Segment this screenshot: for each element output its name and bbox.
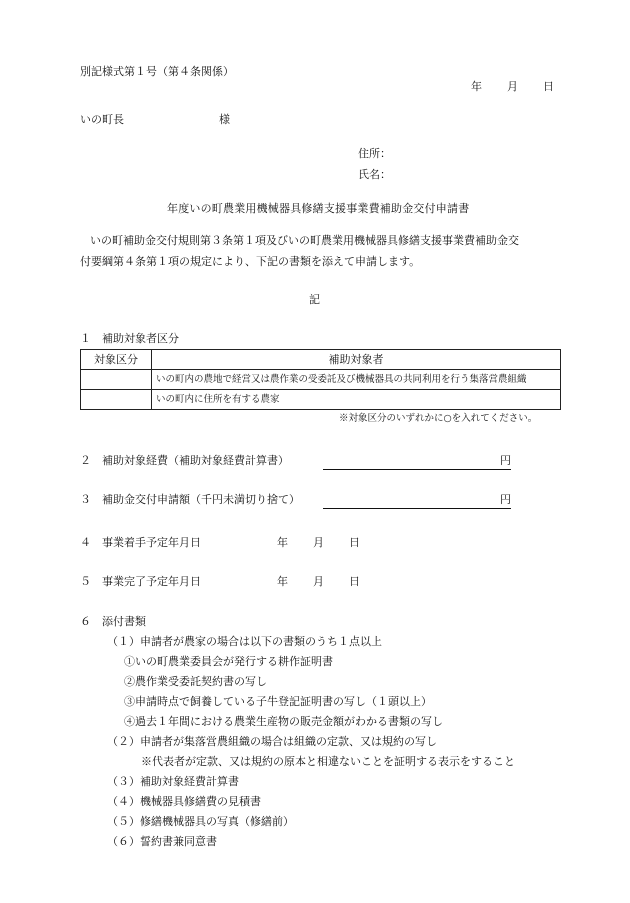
form-number: 別記様式第１号（第４条関係） <box>80 65 234 78</box>
header-date <box>471 81 554 92</box>
section-4-title: 事業着手予定年月日 <box>102 536 201 549</box>
table-row <box>81 390 561 410</box>
header-date-month: 月 <box>507 80 518 93</box>
attachment-item: （４）機械器具修繕費の見積書 <box>107 795 261 808</box>
attachment-item: （３）補助対象経費計算書 <box>107 775 239 788</box>
intro-line-2: 付要綱第４条第１項の規定により、下記の書類を添えて申請します。 <box>80 255 421 268</box>
attachment-item: （２）申請者が集落営農組織の場合は組織の定款、又は規約の写し <box>107 735 437 748</box>
table-cell-category <box>81 370 152 390</box>
grant-unit: 円 <box>500 493 511 506</box>
table-cell-target: いの町内に住所を有する農家 <box>152 390 561 410</box>
start-date-day: 日 <box>349 536 360 549</box>
address-label: 住所： <box>358 147 391 160</box>
addressee-honorific: 様 <box>219 113 230 126</box>
completion-date-month: 月 <box>313 575 324 588</box>
attachment-item: ③申請時点で飼養している子牛登記証明書の写し（１頭以上） <box>124 695 432 708</box>
section-5-title: 事業完了予定年月日 <box>102 575 201 588</box>
table-header-row <box>81 350 561 370</box>
attachment-item: ④過去１年間における農業生産物の販売金額がわかる書類の写し <box>124 715 443 728</box>
table-header-target: 補助対象者 <box>152 350 561 370</box>
section-3-number: ３ <box>80 493 91 506</box>
attachment-item: （６）誓約書兼同意書 <box>107 835 217 848</box>
section-2-title: 補助対象経費（補助対象経費計算書） <box>102 454 289 467</box>
ki-mark: 記 <box>309 293 320 306</box>
name-label: 氏名： <box>358 168 391 181</box>
start-date <box>277 537 360 548</box>
section-6-title: 添付書類 <box>102 615 146 628</box>
table-cell-category <box>81 390 152 410</box>
table-note: ※対象区分のいずれかに○を入れてください。 <box>339 413 538 424</box>
attachment-item: ①いの町農業委員会が発行する耕作証明書 <box>124 655 333 668</box>
document-title: 年度いの町農業用機械器具修繕支援事業費補助金交付申請書 <box>167 202 470 215</box>
table-row <box>81 370 561 390</box>
section-1-number: １ <box>80 332 91 345</box>
attachment-item: （５）修繕機械器具の写真（修繕前） <box>107 815 294 828</box>
section-1-title: 補助対象者区分 <box>102 332 179 345</box>
start-date-month: 月 <box>313 536 324 549</box>
header-date-day: 日 <box>543 80 554 93</box>
table-header-category: 対象区分 <box>81 350 152 370</box>
grant-amount-line <box>323 494 511 509</box>
attachment-item: ②農作業受委託契約書の写し <box>124 675 267 688</box>
section-2-number: ２ <box>80 454 91 467</box>
table-cell-target: いの町内の農地で経営又は農作業の受委託及び機械器具の共同利用を行う集落営農組織 <box>152 370 561 390</box>
expense-amount-line <box>323 455 511 470</box>
expense-unit: 円 <box>500 454 511 467</box>
completion-date-day: 日 <box>349 575 360 588</box>
start-date-year: 年 <box>277 536 288 549</box>
section-4-number: ４ <box>80 536 91 549</box>
section-3-title: 補助金交付申請額（千円未満切り捨て） <box>102 493 300 506</box>
section-6-number: ６ <box>80 615 91 628</box>
attachment-note: ※代表者が定款、又は規約の原本と相違ないことを証明する表示をすること <box>141 755 515 768</box>
attachment-item: （１）申請者が農家の場合は以下の書類のうち１点以上 <box>107 635 382 648</box>
target-category-table <box>80 349 561 410</box>
intro-line-1: いの町補助金交付規則第３条第１項及びいの町農業用機械器具修繕支援事業費補助金交 <box>90 234 519 247</box>
section-5-number: ５ <box>80 575 91 588</box>
header-date-year: 年 <box>471 80 482 93</box>
completion-date <box>277 576 360 587</box>
addressee-name: いの町長 <box>80 113 124 126</box>
completion-date-year: 年 <box>277 575 288 588</box>
